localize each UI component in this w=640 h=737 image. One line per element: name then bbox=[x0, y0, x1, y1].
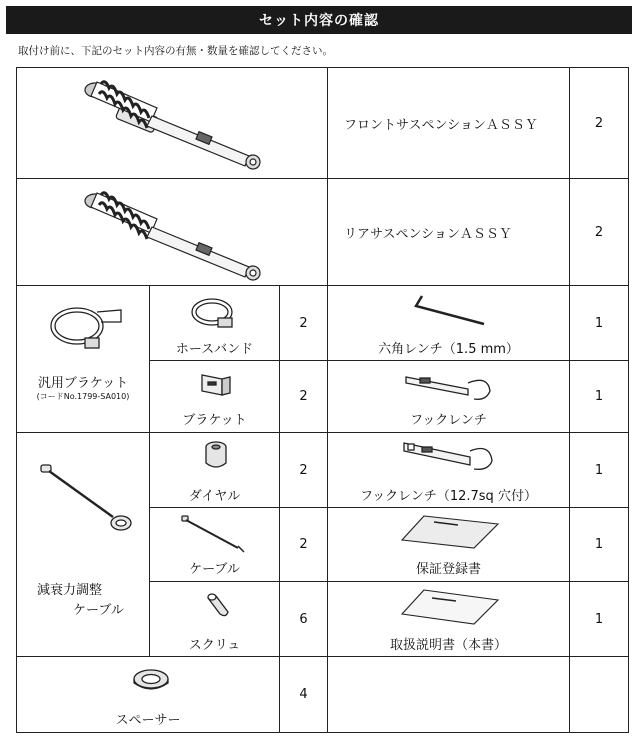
intro-text: 取付け前に、下記のセット内容の有無・数量を確認してください。 bbox=[18, 45, 333, 57]
warranty-label: 保証登録書 bbox=[416, 562, 482, 577]
row-rear-assy bbox=[17, 179, 629, 286]
bracket-label: ブラケット bbox=[182, 413, 247, 428]
screw-cell bbox=[150, 582, 280, 657]
spacer-cell bbox=[17, 657, 280, 733]
spacer-qty: 4 bbox=[280, 657, 328, 733]
empty-cell bbox=[328, 657, 570, 733]
hose-band-label: ホースバンド bbox=[175, 342, 254, 357]
bracket-cell bbox=[150, 361, 280, 433]
front-suspension-icon bbox=[77, 72, 267, 172]
hook-wrench-hole-label: フックレンチ（12.7sq 穴付） bbox=[360, 489, 537, 504]
row-hose-band bbox=[17, 286, 629, 361]
hook-wrench-hole-qty: 1 bbox=[570, 433, 629, 508]
front-assy-qty: 2 bbox=[570, 68, 629, 179]
hose-band-icon bbox=[188, 292, 244, 332]
spacer-label: スペーサー bbox=[115, 713, 181, 728]
bracket-group-cell bbox=[17, 286, 150, 433]
manual-cell bbox=[328, 582, 570, 657]
hook-wrench-hole-cell bbox=[328, 433, 570, 508]
bracket-qty: 2 bbox=[280, 361, 328, 433]
warranty-qty: 1 bbox=[570, 508, 629, 582]
warranty-document-icon bbox=[400, 514, 500, 550]
damping-cable-icon bbox=[37, 463, 137, 533]
warranty-cell bbox=[328, 508, 570, 582]
row-spacer bbox=[17, 657, 629, 733]
bracket-group-label: 汎用ブラケット bbox=[37, 376, 129, 391]
manual-qty: 1 bbox=[570, 582, 629, 657]
cable-qty: 2 bbox=[280, 508, 328, 582]
screw-icon bbox=[202, 590, 232, 620]
universal-bracket-icon bbox=[47, 300, 127, 360]
damping-cable-group-cell bbox=[17, 433, 150, 657]
spacer-icon bbox=[131, 667, 171, 695]
dial-cell bbox=[150, 433, 280, 508]
front-assy-label: フロントサスペンションＡＳＳＹ bbox=[328, 68, 570, 179]
dial-icon bbox=[200, 439, 232, 471]
cable-icon bbox=[180, 514, 250, 554]
manual-document-icon bbox=[400, 588, 500, 626]
dial-qty: 2 bbox=[280, 433, 328, 508]
rear-assy-qty: 2 bbox=[570, 179, 629, 286]
row-dial bbox=[17, 433, 629, 508]
hook-wrench-icon bbox=[402, 369, 494, 401]
cable-cell bbox=[150, 508, 280, 582]
damping-cable-label-line2: ケーブル bbox=[73, 603, 124, 618]
page-title: セット内容の確認 bbox=[6, 6, 632, 34]
bracket-icon bbox=[198, 369, 234, 399]
empty-qty-cell bbox=[570, 657, 629, 733]
rear-assy-image-cell bbox=[17, 179, 328, 286]
rear-assy-label: リアサスペンションＡＳＳＹ bbox=[328, 179, 570, 286]
hook-wrench-cell bbox=[328, 361, 570, 433]
hose-band-cell bbox=[150, 286, 280, 361]
hex-wrench-qty: 1 bbox=[570, 286, 629, 361]
hex-wrench-label: 六角レンチ（1.5 mm） bbox=[378, 342, 519, 357]
dial-label: ダイヤル bbox=[188, 489, 241, 504]
bracket-group-code: (コードNo.1799-SA010) bbox=[36, 392, 130, 401]
cable-label: ケーブル bbox=[189, 562, 240, 577]
hex-wrench-icon bbox=[412, 292, 492, 328]
contents-table bbox=[16, 67, 629, 733]
hook-wrench-hole-icon bbox=[400, 437, 496, 473]
hex-wrench-cell bbox=[328, 286, 570, 361]
front-assy-image-cell bbox=[17, 68, 328, 179]
row-front-assy bbox=[17, 68, 629, 179]
hook-wrench-qty: 1 bbox=[570, 361, 629, 433]
damping-cable-label-line1: 減衰力調整 bbox=[37, 583, 103, 598]
hook-wrench-label: フックレンチ bbox=[410, 413, 487, 428]
screw-qty: 6 bbox=[280, 582, 328, 657]
rear-suspension-icon bbox=[77, 183, 267, 283]
screw-label: スクリュ bbox=[188, 638, 241, 653]
manual-label: 取扱説明書（本書） bbox=[390, 638, 508, 653]
hose-band-qty: 2 bbox=[280, 286, 328, 361]
